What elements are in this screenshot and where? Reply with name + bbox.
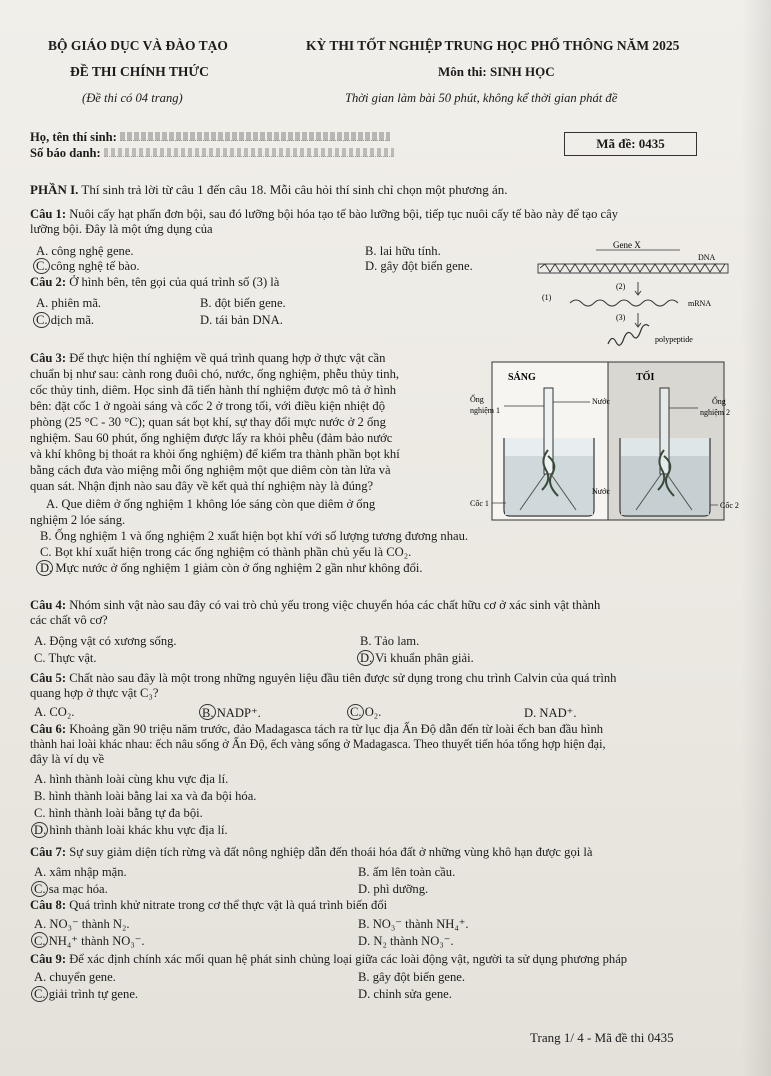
q2-text — [30, 275, 279, 290]
page-shadow — [741, 0, 771, 1076]
q3-line-6: và khí không bị thoát ra khỏi ống nghiệm) để kiểm tra thành phần bọt khí — [30, 447, 400, 461]
q3-line-3: bên: đặt cốc 1 ở ngoài sáng và cốc 2 ở trong tối, với điều kiện nhiệt độ — [30, 399, 386, 413]
q7-stem: Sự suy giảm diện tích rừng và đất nông nghiệp dẫn đến thoái hóa đất ở những vùng khô hạn được gọi là — [69, 845, 593, 859]
exam-title: KỲ THI TỐT NGHIỆP TRUNG HỌC PHỔ THÔNG NĂM 2025 — [306, 38, 680, 53]
q3-option-a-line1[interactable]: A. Que diêm ở ống nghiệm 1 không lóe sáng còn que diêm ở ống — [46, 497, 376, 511]
q8-text — [30, 898, 387, 913]
q5-text-line1 — [30, 671, 616, 686]
q4-text-line2: các chất vô cơ? — [30, 613, 108, 627]
answer-circle — [33, 258, 50, 274]
polypeptide-label: polypeptide — [655, 335, 693, 344]
q3-text0: Để thực hiện thí nghiệm về quá trình quang hợp ở thực vật cần — [69, 351, 386, 365]
q3-line-4: phòng (25 °C - 30 °C); quan sát bọt khí, sự thay đổi mực nước ở 2 ống — [30, 415, 386, 429]
q9-option-c[interactable]: C. giải trình tự gene. — [34, 987, 139, 1001]
q5-option-c[interactable]: C. O₂. — [350, 705, 382, 719]
part1-heading — [30, 182, 507, 197]
answer-circle — [357, 650, 374, 666]
q8-option-c[interactable]: C. NH₄⁺ thành NO₃⁻. — [34, 934, 145, 948]
photosynthesis-lab-figure — [468, 360, 750, 528]
exam-code-box: Mã đề: 0435 — [564, 132, 697, 156]
answer-circle — [36, 560, 53, 576]
q7-option-c[interactable]: C. sa mạc hóa. — [34, 882, 108, 896]
tube1-label-b: nghiệm 1 — [470, 406, 500, 415]
tube1-label-a: Ống — [470, 395, 484, 404]
pages-note: (Đề thi có 04 trang) — [82, 91, 183, 105]
id-label-text: Số báo danh: — [30, 146, 101, 160]
q1-option-c[interactable]: C. công nghệ tế bào. — [36, 259, 140, 273]
q9-label: Câu 9: — [30, 952, 67, 966]
q5-text-line2: quang hợp ở thực vật C₃? — [30, 686, 159, 700]
q9-text — [30, 952, 627, 967]
step-2-label: (2) — [616, 282, 626, 291]
ministry-title: BỘ GIÁO DỤC VÀ ĐÀO TẠO — [48, 38, 228, 53]
q3-line-0 — [30, 351, 465, 366]
q5-option-d[interactable]: D. NAD⁺. — [524, 706, 577, 720]
q1-label: Câu 1: — [30, 207, 67, 221]
q9-stem: Để xác định chính xác mối quan hệ phát sinh chủng loại giữa các loài động vật, người ta sử dụng phương pháp — [69, 952, 628, 966]
q6-label: Câu 6: — [30, 722, 67, 736]
light-label: SÁNG — [508, 372, 536, 383]
q1-text-line1 — [30, 207, 618, 222]
q2-label: Câu 2: — [30, 275, 67, 289]
q7-label: Câu 7: — [30, 845, 67, 859]
q5-option-b[interactable]: B. NADP⁺. — [202, 706, 261, 720]
q6-option-c[interactable]: C. hình thành loài bằng tự đa bội. — [34, 806, 203, 820]
q8-option-b[interactable]: B. NO₃⁻ thành NH₄⁺. — [358, 917, 469, 931]
water-label: Nước — [592, 397, 610, 406]
q8-stem: Quá trình khử nitrate trong cơ thể thực vật là quá trình biến đổi — [69, 898, 388, 912]
official-label: ĐỀ THI CHÍNH THỨC — [70, 64, 209, 79]
q6-text-line2: thành hai loài khác nhau: ếch nâu sống ở Ấn Độ, ếch vàng sống ở Madagasca. Theo thuyết tiến hóa tổng hợp hiện đại, — [30, 737, 606, 751]
q1-text1: Nuôi cấy hạt phấn đơn bội, sau đó lưỡng bội hóa tạo tế bào lưỡng bội, tiếp tục nuôi cấy tế bào này để tạo cây — [69, 207, 618, 221]
tube2-label-a: Ống — [712, 397, 726, 406]
q4-text1: Nhóm sinh vật nào sau đây có vai trò chủ yếu trong việc chuyển hóa các chất hữu cơ ở xác sinh vật thành — [69, 598, 601, 612]
answer-circle — [31, 932, 48, 948]
q5-text1: Chất nào sau đây là một trong những nguyên liệu đầu tiên được sử dụng trong chu trình Calvin của quá trình — [69, 671, 617, 685]
water2-label: Nước — [592, 487, 610, 496]
dna-label: DNA — [698, 253, 716, 262]
q9-option-d[interactable]: D. chỉnh sửa gene. — [358, 987, 452, 1001]
q2-option-a[interactable]: A. phiên mã. — [36, 296, 102, 310]
q3-option-c[interactable]: C. Bọt khí xuất hiện trong các ống nghiệm có thành phần chủ yếu là CO₂. — [40, 545, 412, 559]
q3-option-d[interactable]: D. Mực nước ở ống nghiệm 1 giảm còn ở ống nghiệm 2 gần như không đổi. — [40, 561, 423, 575]
cup1-label: Cốc 1 — [470, 499, 489, 508]
q7-option-b[interactable]: B. ấm lên toàn cầu. — [358, 865, 456, 879]
q7-option-d[interactable]: D. phì dưỡng. — [358, 882, 429, 896]
subject-label: Môn thi: SINH HỌC — [438, 64, 555, 79]
step-3-label: (3) — [616, 313, 626, 322]
q2-option-d[interactable]: D. tái bản DNA. — [200, 313, 283, 327]
q6-text-line1 — [30, 722, 603, 737]
answer-circle — [33, 312, 50, 328]
q9-option-b[interactable]: B. gây đột biến gene. — [358, 970, 466, 984]
q4-option-a[interactable]: A. Động vật có xương sống. — [34, 634, 177, 648]
q3-line-1: chuẩn bị như sau: cành rong đuôi chó, nước, ống nghiệm, phễu thủy tinh, — [30, 367, 400, 381]
name-label-text: Họ, tên thí sinh: — [30, 130, 117, 144]
q8-option-a[interactable]: A. NO₃⁻ thành N₂. — [34, 917, 130, 931]
q4-label: Câu 4: — [30, 598, 67, 612]
q6-option-a[interactable]: A. hình thành loài cùng khu vực địa lí. — [34, 772, 229, 786]
part1-instruction: Thí sinh trả lời từ câu 1 đến câu 18. Mỗi câu hỏi thí sinh chỉ chọn một phương án. — [81, 182, 508, 197]
page-footer: Trang 1/ 4 - Mã đề thi 0435 — [530, 1030, 674, 1045]
q3-label: Câu 3: — [30, 351, 67, 365]
candidate-id-label — [30, 146, 394, 161]
q1-option-b[interactable]: B. lai hữu tính. — [365, 244, 441, 258]
part1-title: PHẦN I. — [30, 182, 79, 197]
q8-option-d[interactable]: D. N₂ thành NO₃⁻. — [358, 934, 454, 948]
q5-option-a[interactable]: A. CO₂. — [34, 705, 75, 719]
handwritten-name — [120, 132, 390, 141]
q1-option-a[interactable]: A. công nghệ gene. — [36, 244, 134, 258]
q6-option-b[interactable]: B. hình thành loài bằng lai xa và đa bội hóa. — [34, 789, 257, 803]
q1-option-d[interactable]: D. gây đột biến gene. — [365, 259, 473, 273]
gene-x-label: Gene X — [613, 240, 641, 250]
q4-option-c[interactable]: C. Thực vật. — [34, 651, 97, 665]
tube2-label-b: nghiệm 2 — [700, 408, 730, 417]
mrna-strand — [570, 300, 678, 306]
gene-expression-figure — [530, 236, 740, 358]
q3-line-7: bằng cách đưa vào miệng mỗi ống nghiệm một que diêm còn tàn lửa và — [30, 463, 391, 477]
polypeptide-chain — [608, 325, 649, 346]
dark-label: TỐI — [636, 372, 655, 383]
q1-text-line2: lưỡng bội. Đây là một ứng dụng của — [30, 222, 213, 236]
step-1-label: (1) — [542, 293, 552, 302]
q2-stem: Ở hình bên, tên gọi của quá trình số (3) là — [69, 275, 280, 289]
dna-helix — [540, 264, 725, 272]
q4-option-d[interactable]: D. Vi khuẩn phân giải. — [360, 651, 474, 665]
time-note: Thời gian làm bài 50 phút, không kể thời gian phát đề — [345, 91, 618, 105]
handwritten-id — [104, 148, 394, 157]
q4-option-b[interactable]: B. Tảo lam. — [360, 634, 420, 648]
q6-text-line3: đây là ví dụ về — [30, 752, 105, 766]
q8-label: Câu 8: — [30, 898, 67, 912]
q9-option-a[interactable]: A. chuyển gene. — [34, 970, 116, 984]
answer-circle — [31, 822, 48, 838]
cup2-label: Cốc 2 — [720, 501, 739, 510]
q3-option-a-line2[interactable]: nghiệm 2 lóe sáng. — [30, 513, 126, 527]
answer-circle — [31, 986, 48, 1002]
q2-option-c[interactable]: C. dịch mã. — [36, 313, 95, 327]
q6-option-d[interactable]: D. hình thành loài khác khu vực địa lí. — [34, 823, 228, 837]
q3-option-b[interactable]: B. Ống nghiệm 1 và ống nghiệm 2 xuất hiện bọt khí với số lượng tương đương nhau. — [40, 529, 469, 543]
q6-text1: Khoảng gần 90 triệu năm trước, đảo Madagasca tách ra từ lục địa Ấn Độ dẫn đến từ loài ếch ban đầu hình — [69, 722, 604, 736]
q3-line-8: quan sát. Nhận định nào sau đây về kết quả thí nghiệm này là đúng? — [30, 479, 374, 493]
q7-text — [30, 845, 593, 860]
q2-option-b[interactable]: B. đột biến gene. — [200, 296, 286, 310]
answer-circle — [31, 881, 48, 897]
answer-circle — [347, 704, 364, 720]
q4-text-line1 — [30, 598, 600, 613]
q3-line-5: nghiệm. Sau 60 phút, ống nghiệm được lấy ra khỏi phễu (đảm bảo nước — [30, 431, 393, 445]
q7-option-a[interactable]: A. xâm nhập mặn. — [34, 865, 127, 879]
candidate-name-label — [30, 130, 390, 145]
q5-label: Câu 5: — [30, 671, 67, 685]
answer-circle — [199, 704, 216, 720]
mrna-label: mRNA — [688, 299, 712, 308]
q3-line-2: cốc thủy tinh, diêm. Học sinh đã tiến hành thí nghiệm được mô tả ở hình — [30, 383, 397, 397]
